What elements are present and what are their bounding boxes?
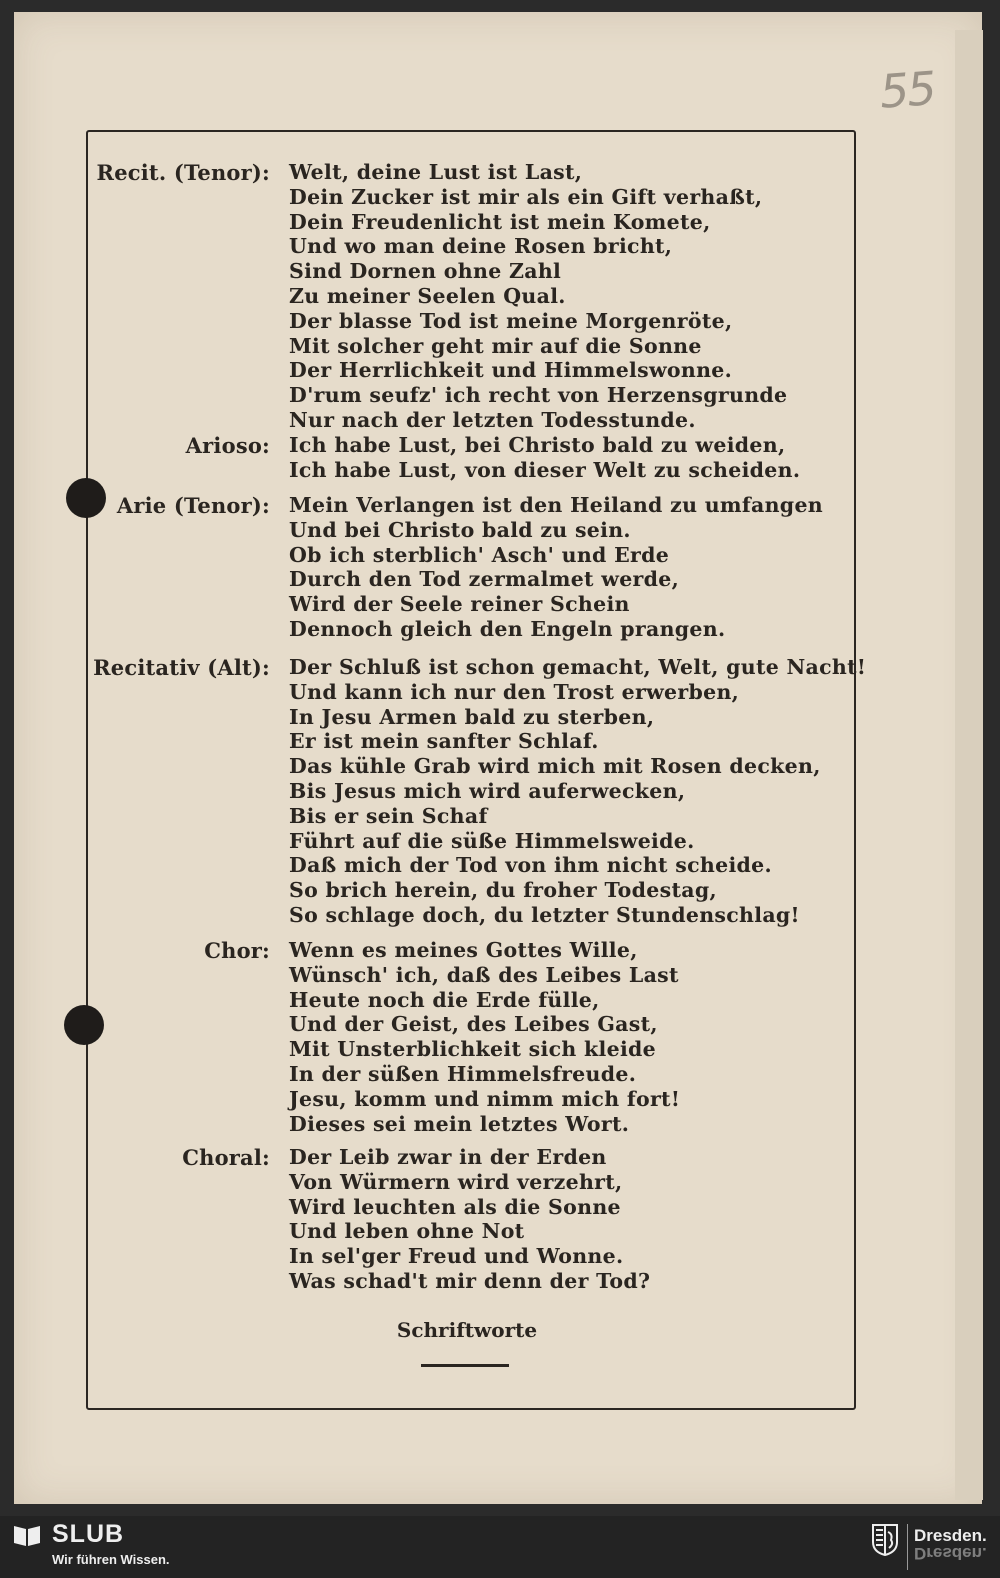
verse-line: Dennoch gleich den Engeln prangen. — [289, 616, 726, 641]
verse-line: Und der Geist, des Leibes Gast, — [289, 1012, 658, 1037]
verse-line: Welt, deine Lust ist Last, — [289, 160, 583, 184]
section-label: Choral: — [182, 1145, 270, 1170]
verse-line: Dein Freudenlicht ist mein Komete, — [289, 209, 711, 234]
verse-line: Wird der Seele reiner Schein — [289, 592, 630, 617]
verse-line: Und kann ich nur den Trost erwerben, — [289, 679, 740, 704]
section-lines — [289, 1145, 650, 1294]
section-label: Arioso: — [185, 433, 270, 458]
footer-bar — [0, 1516, 1000, 1578]
verse-line: Was schad't mir denn der Tod? — [289, 1268, 651, 1293]
verse-line: Heute noch die Erde fülle, — [289, 987, 600, 1012]
verse-line: Durch den Tod zermalmet werde, — [289, 567, 680, 592]
verse-line: Führt auf die süße Himmelsweide. — [289, 828, 695, 853]
verse-line: Sind Dornen ohne Zahl — [289, 259, 562, 284]
verse-line: Der Schluß ist schon gemacht, Welt, gute Nacht! — [289, 655, 867, 679]
punch-hole-bottom — [64, 1005, 104, 1045]
punch-hole-top — [66, 478, 106, 518]
verse-line: Mit solcher geht mir auf die Sonne — [289, 333, 702, 358]
paper-edge — [955, 30, 983, 1500]
verse-line: Dieses sei mein letztes Wort. — [289, 1111, 630, 1136]
section-lines — [289, 433, 800, 483]
section-lines — [289, 160, 787, 433]
verse-line: Dein Zucker ist mir als ein Gift verhaßt, — [289, 184, 763, 209]
page-number: 55 — [878, 61, 937, 119]
footer-tagline: Wir führen Wissen. — [52, 1552, 170, 1567]
verse-line: Mein Verlangen ist den Heiland zu umfangen — [289, 493, 823, 517]
verse-line: In sel'ger Freud und Wonne. — [289, 1244, 624, 1269]
verse-line: Das kühle Grab wird mich mit Rosen decken, — [289, 754, 821, 779]
section-lines — [289, 493, 823, 642]
verse-line: So schlage doch, du letzter Stundenschlag! — [289, 902, 800, 927]
section-label: Arie (Tenor): — [116, 493, 270, 518]
verse-line: Wird leuchten als die Sonne — [289, 1194, 621, 1219]
verse-line: Ich habe Lust, von dieser Welt zu scheiden. — [289, 457, 801, 482]
verse-line: Von Würmern wird verzehrt, — [289, 1169, 623, 1194]
footer-city[interactable]: Dresden. — [914, 1526, 987, 1545]
section-label: Chor: — [204, 938, 270, 963]
verse-line: Und bei Christo bald zu sein. — [289, 517, 631, 542]
verse-line: So brich herein, du froher Todestag, — [289, 878, 717, 903]
verse-line: Und wo man deine Rosen bricht, — [289, 234, 673, 259]
heading-rule — [421, 1364, 509, 1367]
verse-line: Er ist mein sanfter Schlaf. — [289, 729, 599, 754]
section-label: Recitativ (Alt): — [93, 655, 270, 680]
verse-line: Wünsch' ich, daß des Leibes Last — [289, 962, 679, 987]
verse-line: Daß mich der Tod von ihm nicht scheide. — [289, 853, 772, 878]
verse-line: Und leben ohne Not — [289, 1219, 525, 1244]
verse-line: Bis er sein Schaf — [289, 803, 488, 828]
verse-line: Der blasse Tod ist meine Morgenröte, — [289, 308, 733, 333]
verse-line: Der Herrlichkeit und Himmelswonne. — [289, 358, 733, 383]
section-lines — [289, 938, 680, 1136]
verse-line: Mit Unsterblichkeit sich kleide — [289, 1037, 657, 1062]
city-crest-icon — [872, 1524, 898, 1556]
verse-line: Zu meiner Seelen Qual. — [289, 283, 566, 308]
verse-line: In der süßen Himmelsfreude. — [289, 1061, 637, 1086]
verse-line: Wenn es meines Gottes Wille, — [289, 938, 638, 962]
verse-line: Nur nach der letzten Todesstunde. — [289, 407, 696, 432]
verse-line: Ich habe Lust, bei Christo bald zu weiden, — [289, 433, 786, 457]
footer-divider — [907, 1524, 908, 1570]
section-lines — [289, 655, 866, 928]
verse-line: Der Leib zwar in der Erden — [289, 1145, 607, 1169]
footer-brand[interactable]: SLUB — [52, 1520, 125, 1548]
verse-line: D'rum seufz' ich recht von Herzensgrunde — [289, 383, 788, 408]
book-icon[interactable] — [12, 1522, 42, 1548]
section-label: Recit. (Tenor): — [96, 160, 270, 185]
verse-line: Jesu, komm und nimm mich fort! — [289, 1086, 681, 1111]
footer-city-reflection: Dresden. — [914, 1544, 987, 1563]
verse-line: Ob ich sterblich' Asch' und Erde — [289, 542, 670, 567]
verse-line: Bis Jesus mich wird auferwecken, — [289, 778, 686, 803]
verse-line: In Jesu Armen bald zu sterben, — [289, 704, 655, 729]
closing-heading: Schriftworte — [396, 1318, 538, 1342]
